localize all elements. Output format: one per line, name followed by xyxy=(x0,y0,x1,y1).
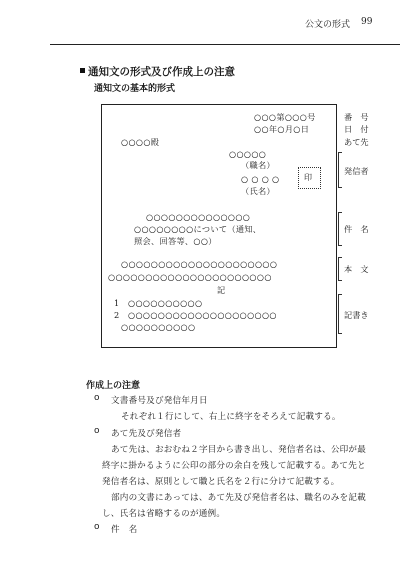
body-line-2: ○○○○○○○○○○○○○○○○○○○○○○ xyxy=(108,272,272,282)
label-hizuke: 日 付 xyxy=(344,124,369,134)
page-number: 99 xyxy=(361,17,373,27)
label-kigaki: 記書き xyxy=(344,310,369,320)
label-kenmei: 件 名 xyxy=(344,224,369,234)
square-bullet-icon xyxy=(80,68,85,73)
subject-line-3: 照会、回答等、○○） xyxy=(134,236,217,246)
running-header-title: 公文の形式 xyxy=(305,20,351,30)
sender-circles: ○○○○○ xyxy=(229,149,267,159)
number-line: ○○○第○○○号 xyxy=(254,112,316,122)
section-title-text: 通知文の形式及び作成上の注意 xyxy=(88,66,235,78)
notes-heading: 作成上の注意 xyxy=(86,381,141,391)
note-2-para-3: 発信者名は、原則として職と氏名を２行に分けて記載する。 xyxy=(102,477,340,487)
ki-label: 記 xyxy=(217,285,226,295)
name-circles: ○ ○ ○ ○ xyxy=(241,174,280,184)
seal-label: 印 xyxy=(304,173,312,182)
label-honbun: 本 文 xyxy=(344,264,369,274)
bracket-kigaki xyxy=(338,294,342,334)
note-2-para-2: 終字に掛かるように公印の部分の余白を残して記載する。あて先と xyxy=(102,461,366,471)
post-label: （職名） xyxy=(241,160,275,170)
addressee-line: ○○○○殿 xyxy=(121,137,160,147)
item-2-line: 2 ○○○○○○○○○○○○○○○○○○○○ xyxy=(114,310,277,320)
label-hasshinsha: 発信者 xyxy=(344,166,369,176)
body-line-1: ○○○○○○○○○○○○○○○○○○○○○ xyxy=(121,259,278,269)
note-1-title: 文書番号及び発信年月日 xyxy=(111,396,208,406)
note-2-para-5: し、氏名は省略するのが通例。 xyxy=(102,509,226,519)
section-title xyxy=(80,64,235,79)
label-bango: 番 号 xyxy=(344,112,369,122)
note-2-para-1: あて先は、おおむね２字目から書き出し、発信者名は、公印が最 xyxy=(111,445,367,455)
note-1-text: それぞれ１行にして、右上に終字をそろえて記載する。 xyxy=(121,412,341,422)
date-line: ○○年○月○日 xyxy=(254,124,310,134)
note-2-para-4: 部内の文書にあっては、あて先及び発信者名は、職名のみを記載 xyxy=(111,493,366,503)
bracket-hasshinsha xyxy=(338,152,342,188)
label-atesaki: あて先 xyxy=(344,137,369,147)
item-2-continued: ○○○○○○○○○○ xyxy=(121,322,196,332)
note-3-title: 件 名 xyxy=(111,525,138,535)
name-label: （氏名） xyxy=(241,186,275,196)
subject-line-2: ○○○○○○○○について（通知、 xyxy=(134,224,262,234)
bullet-icon: o xyxy=(94,393,100,403)
bracket-kenmei xyxy=(338,212,342,246)
note-2-title: あて先及び発信者 xyxy=(111,429,182,439)
bullet-icon: o xyxy=(94,522,100,532)
bracket-honbun xyxy=(338,257,342,281)
bullet-icon: o xyxy=(94,426,100,436)
header-rule xyxy=(50,44,400,45)
subtitle: 通知文の基本的形式 xyxy=(94,84,176,94)
item-1-line: 1 ○○○○○○○○○○ xyxy=(114,298,203,308)
subject-line-1: ○○○○○○○○○○○○○○ xyxy=(146,212,251,222)
